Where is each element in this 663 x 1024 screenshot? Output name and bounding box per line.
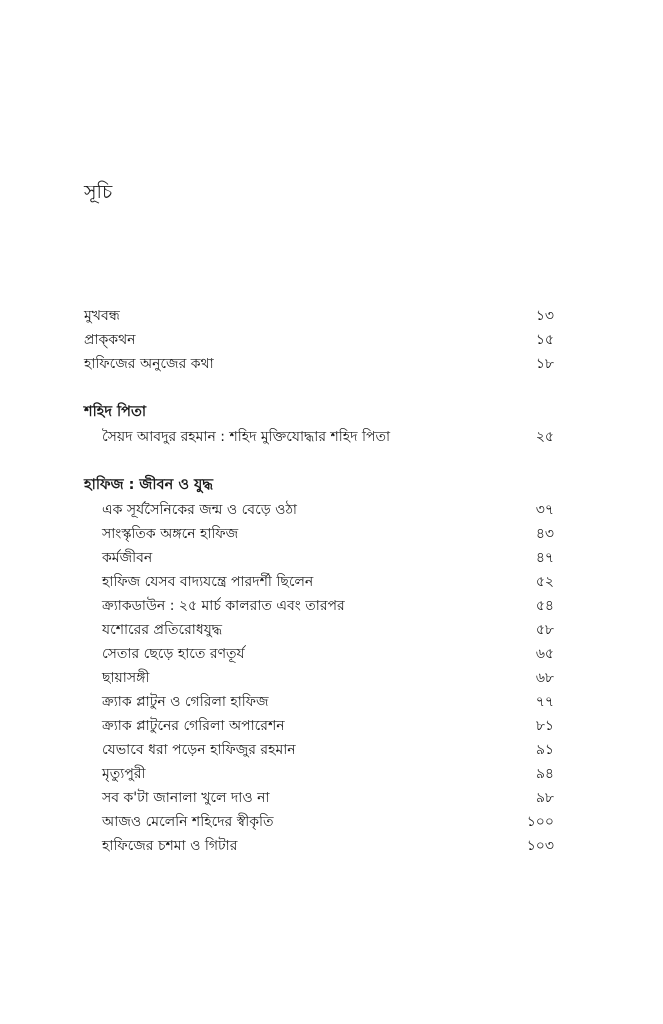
toc-entry[interactable] [84,594,554,618]
toc-entry-label: ছায়াসঙ্গী [102,670,150,686]
section-heading: শহিদ পিতা [84,404,147,420]
toc-entry-label: ক্র্যাক প্লাটুনের গেরিলা অপারেশন [102,718,285,734]
toc-entry[interactable] [84,425,554,449]
toc-entry-page: ১০৩ [526,838,554,854]
toc-entry-page: ৯৮ [535,790,554,806]
toc-entry[interactable] [84,738,554,762]
toc-entry-page: ৮১ [535,718,554,734]
toc-entry-page: ১০০ [526,814,554,830]
toc-entry-label: সব ক'টা জানালা খুলে দাও না [102,790,270,806]
toc-entry-younger-brother-words[interactable] [84,352,554,376]
toc-entry[interactable] [84,666,554,690]
toc-entry-page: ৯৪ [535,766,554,782]
toc-section-life-and-war [84,474,554,858]
toc-entry-label: হাফিজ যেসব বাদ্যযন্ত্রে পারদর্শী ছিলেন [102,574,314,590]
toc-entry[interactable] [84,498,554,522]
toc-entry[interactable] [84,546,554,570]
toc-entry[interactable] [84,642,554,666]
toc-entry-foreword[interactable] [84,304,554,328]
toc-entry-preface[interactable] [84,328,554,352]
toc-entry-page: ৯১ [535,742,554,758]
toc-entry-page: ১৫ [535,332,554,348]
front-matter-list [84,304,554,376]
toc-entry[interactable] [84,522,554,546]
toc-entry-page: ১৮ [535,356,554,372]
toc-entry-label: সাংস্কৃতিক অঙ্গনে হাফিজ [102,526,239,542]
toc-entry-label: এক সূর্যসৈনিকের জন্ম ও বেড়ে ওঠা [102,502,297,518]
toc-section-martyr-father [84,401,554,449]
toc-entry-label: মৃত্যুপুরী [102,766,146,782]
toc-entry-page: ১৩ [535,308,554,324]
toc-entry-page: ৪৩ [535,526,554,542]
toc-entry[interactable] [84,810,554,834]
toc-entry-label: প্রাক্‌কথন [84,332,136,348]
toc-entry-page: ৪৭ [535,550,554,566]
toc-entry-label: সৈয়দ আবদুর রহমান : শহিদ মুক্তিযোদ্ধার শহিদ পিতা [102,429,391,445]
toc-entry-label: হাফিজের অনুজের কথা [84,356,214,372]
toc-entry[interactable] [84,834,554,858]
toc-entry-page: ৫২ [535,574,554,590]
table-of-contents [84,304,554,858]
toc-entry[interactable] [84,570,554,594]
toc-entry[interactable] [84,690,554,714]
toc-entry-label: কর্মজীবন [102,550,153,566]
toc-entry-label: আজও মেলেনি শহিদের স্বীকৃতি [102,814,274,830]
toc-entry-page: ৭৭ [535,694,554,710]
toc-entry-label: ক্র্যাক প্লাটুন ও গেরিলা হাফিজ [102,694,269,710]
page-title: সূচি [84,181,113,203]
toc-entry-label: যশোরের প্রতিরোধযুদ্ধ [102,622,223,638]
section-heading: হাফিজ : জীবন ও যুদ্ধ [84,477,214,493]
toc-entry-page: ৬৮ [535,670,554,686]
toc-entry-page: ৫৪ [535,598,554,614]
toc-entry[interactable] [84,786,554,810]
toc-entry[interactable] [84,714,554,738]
toc-entry-page: ৬৫ [535,646,554,662]
toc-entry-page: ২৫ [535,429,554,445]
toc-entry[interactable] [84,762,554,786]
toc-entry-label: ক্র্যাকডাউন : ২৫ মার্চ কালরাত এবং তারপর [102,598,345,614]
toc-entry-label: মুখবন্ধ [84,308,120,324]
toc-entry-page: ৩৭ [535,502,554,518]
toc-entry-label: হাফিজের চশমা ও গিটার [102,838,238,854]
toc-entry[interactable] [84,618,554,642]
toc-entry-page: ৫৮ [535,622,554,638]
toc-entry-label: সেতার ছেড়ে হাতে রণতূর্য [102,646,245,662]
toc-entry-label: যেভাবে ধরা পড়েন হাফিজুর রহমান [102,742,296,758]
